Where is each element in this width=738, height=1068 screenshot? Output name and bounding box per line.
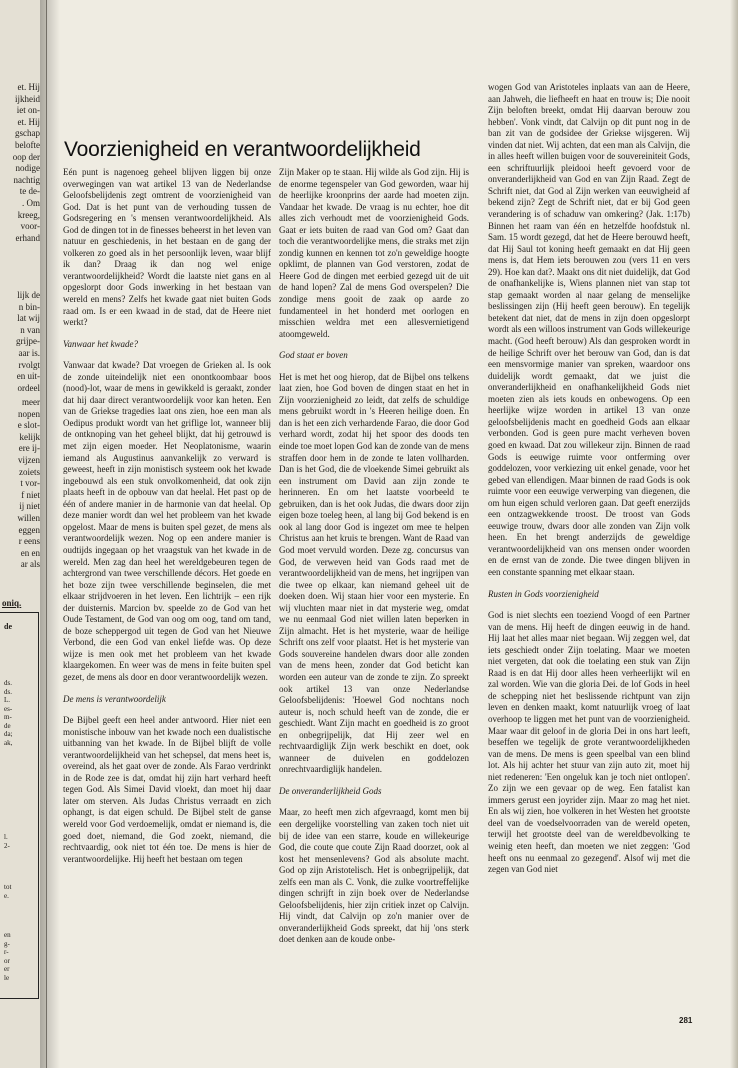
paragraph: Vanwaar dat kwade? Dat vroegen de Grieken al. Is ook de zonde uiteindelijk niet een onontkoombaar boos (nood)-lot, waar de mens in gewikkeld is geraakt, zonder dat hij daar direct verantwoordelijk voor kan heten. Een van de Griekse tragedies laat ons zien, hoe een man als Oedipus produkt wordt van het griflige lot, wanneer blij de ontknoping van het geheel blijkt, dat hij getrouwd is met zijn eigen moeder. Het Neoplatonisme, waarin iemand als Augustinus aanvankelijk zo verward is geweest, heeft in zijn monistisch systeem ook het kwade ingebouwd als een stuk onvolkomenheid, dat ook zijn plaats heeft in de opbouw van dat heelal. Het past op de één of andere manier in de harmonie van dat heelal. Op deze manier wordt dan wel het probleem van het kwade opgelost. Maar de mens is buiten spel gezet, de mens als verantwoordelijk wezen. Nog op een andere manier is oudtijds ingegaan op het vraagstuk van het kwade in de wereld. Men zag dan heel het wereldgebeuren tegen de achtergrond van twee verschillende décors. Het goede en het boze zijn twee verschillende beginselen, die met elkaar strijdvoeren in het leven. Een lichtrijk – een rijk der duisternis. Marcion bv. speelde zo de God van het Oude Testament, de God van oog om oog, tand om tand, de boze scheppergod uit tegen de God van het Nieuwe Verbond, die een God van enkel liefde was. Op deze wijze is men ook met het probleem van het kwade klaargekomen. En weer was de mens in feite buiten spel gezet, de mens als door en door verantwoordelijk wezen. bbox=[63, 360, 271, 682]
paragraph: God is niet slechts een toeziend Voogd of een Partner van de mens. Hij heeft de dingen eeuwig in de hand. Hij laat het alles maar niet begaan. Wij zeggen wel, dat iets geschiedt onder Zijn toelating. Maar we moeten niet vergeten, dat ook die toelating een stuk van Zijn Raad is en dat Hij door alles heen verheerlijkt wil en zal worden. Wie van die gloria Dei. de lof Gods in heel de schepping niet het beslissende richtpunt van zijn leven en denken maakt, komt natuurlijk vroeg of laat overhoop te liggen met het punt van de voorzienigheid. Maar waar dit geloof in de gloria Dei in ons hart leeft, beseffen we tegelijk de grote verantwoordelijkheden van de mens. De mens is geen speelbal van een blind lot. Als hij achter het stuur van zijn auto zit, moet hij niet redeneren: 'Een ongeluk kan je toch niet ontlopen'. Zo zijn we een gevaar op de weg. Een fatalist kan immers gerust een joyrider zijn. Maar zo mag het niet. En als wij zien, hoe volkeren in het Westen het grootste deel van de voedselvoorraden van de wereld opeten, terwijl het grootste deel van de wereldbevolking te weinig eten heeft, dan moeten we niet zeggen: 'God heeft ons nu eenmaal zo gezegend'. Alsof wij met die zegen van God niet bbox=[488, 610, 690, 875]
spine-text-top: et. Hij ijkheid iet on- et. Hij gschap belofte oop der nodige nachtig te de- . Om kreeg, voor- erhand bbox=[12, 82, 40, 243]
spine-box-label: de bbox=[4, 622, 12, 631]
paragraph: Het is met het oog hierop, dat de Bijbel ons telkens laat zien, hoe God boven de dingen staat en het in Zijn voorzienigheid zo leidt, dat zelfs de schuldige mens gebruikt wordt in 's Heeren heilige doen. En dan is het een zich verhardende Farao, die door God verhard wordt, zodat hij het spoor des doods ten einde toe moet lopen God kan de zonde van de mens straffen door hem in de zonde te laten vollharden. Dan is het God, die de vloekende Simei gebruikt als een instrument om David aan zijn zonde te herinneren. En om het laatste voorbeeld te gebruiken, dan is het ook Judas, die dwars door zijn eigen boze toeleg heen, al lang bij God bekend is en ook al lang door God is ingezet om mee te helpen Christus aan het kruis te brengen. Want de Raad van God moet vervuld worden. Deze zg. concursus van God, de verweven heid van Gods raad met de verantwoordelijkheid van de mens, het ingrijpen van die twee op elkaar, kan niemand geheel uit de doeken doen. Wij staan hier voor een mysterie. En wij vluchten maar niet in dat mysterie weg, omdat we nu eenmaal God niet willen laten beperken in Zijn almacht. Het is het mysterie, waar de heilige Schrift ons zelf voor plaatst. Het is het mysterie van Gods souvereine handelen dwars door alle zonden van de mens heen, zonder dat God beticht kan worden een auteur van de zonde te zijn. Zo spreekt ook artikel 13 van onze Nederlandse Geloofsbelijdenis: 'Hoewel God nochtans noch auteur is, noch schuld heeft van de zonde, die er geschiedt. Want Zijn macht en goedheid is zo groot en onbegrijpelijk, dat Hij zeer wel en rechtvaardiglijk Zijn werk beschikt en doet, ook wanneer de duivelen en goddelozen onrechtvaardiglijk handelen. bbox=[279, 371, 469, 775]
paragraph: Zijn Maker op te staan. Hij wilde als God zijn. Hij is de enorme tegenspeler van God geworden, waar hij de heerlijke kroonprins der aarde had moeten zijn. Vandaar het kwade. De vraag is nu echter, hoe dit alles zich verhoudt met de voorzienigheid Gods. Gaat er iets buiten de raad van God om? Gaat dan toch die verantwoordelijke mens, die straks met zijn zondig kunnen en kennen tot zo'n geweldige hoogte opklimt, de plannen van God verstoren, zodat de Heere God de dingen met eerbied gezegd uit de uit de hand lopen? Zal de mens God overspelen? Die zondige mens gooit de zaak op aarde zo fundamenteel in het honderd met oorlogen en misschien weldra met een allesvernietigend atoomgeweld. bbox=[279, 167, 469, 339]
section-heading: De onveranderlijkheid Gods bbox=[279, 785, 382, 796]
spine-text-mid: lijk de n bin- lat wij n van grijpe- aar is. rvolgt en uit- ordeel bbox=[16, 290, 40, 393]
page-number: 281 bbox=[679, 1016, 693, 1025]
spine-box-lines: ds. ds. L. es- m- de da; ak, bbox=[4, 679, 13, 747]
spine-sidebar-box bbox=[0, 612, 39, 999]
paragraph: wogen God van Aristoteles inplaats van aan de Heere, aan Jahweh, die liefheeft en haat en trouw is; Die nooit Zijn beloften breekt, omdat Hij daarvan berouw zou hebben'. Vonk vindt, dat Calvijn op dit punt nog in de ban zit van de godsidee der Griekse wijsgeren. Wij vinden dat niet. Wij achten, dat een man als Calvijn, die in alles heeft willen buigen voor de souvereiniteit Gods, een schriftuurlijk pleidooi heeft gevoerd voor de onveranderlijkheid van God en van Zijn Raad. Zegt de Schrift niet, dat God al Zijn werken van eeuwigheid af bekend zijn? Zegt de Schrift niet, dat er bij God geen verandering is of schaduw van omkering? (Jak. 1:17b) Binnen het raam van één en hetzelfde hoofdstuk nl. Sam. 15 wordt gezegd, dat het de Heere berouwd heeft, dat Hij Saul tot koning heeft gemaakt en dat Hij geen mens is, dat Hem iets berouwen zou (vers 11 en vers 29). Hoe kan dat?. Maakt ons dit niet duidelijk, dat God de onafhankelijke is, Wiens plannen niet van stap tot stap gemaakt worden al naar gelang de menselijke beslissingen zijn (Hij heeft geen berouw). En tegelijk betekent dat niet, dat de mens in zijn doen opgeslorpt wordt als een willoos instrument van Gods willekeurige macht. (God heeft berouw) Als dan gesproken wordt in de heilige Schrift over het berouw van God, dan is dat een mensvormige manier van spreken, waardoor ons duidelijk wordt gemaakt, dat we juist die onveranderlijkheid en onafhankelijkheid Gods niet moeten zien als iets kouds en onbewogens. Op een heerlijke wijze worden in artikel 13 van onze geloofsbelijdenis macht en goedheid Gods aan elkaar verbonden. God is geen pure macht verheven boven goed en kwaad. Dat zou willekeur zijn. Binnen de raad Gods is eeuwige ruimte voor ontferming over goddelozen, voor verkiezing uit enkel genade, voor het gebed van ellendigen. Maar binnen de raad Gods is ook ruimte voor een eeuwige verwerping van diegenen, die om hun eigen schuld verloren gaan. Dat geeft enerzijds een ontzagwekkende troost. De troost van Gods eeuwige trouw, dwars door alle zonden van Zijn volk heen. En het brengt anderzijds de geweldige verantwoordelijkheid van ons mensen onder woorden en de ernst van de zonde. Die twee dingen blijven in een constante spanning met elkaar staan. bbox=[488, 82, 690, 577]
spine-box-lines-3: tot e. bbox=[4, 883, 12, 900]
column-1 bbox=[63, 167, 271, 865]
section-heading: Vanwaar het kwade? bbox=[63, 338, 138, 349]
column-3 bbox=[488, 82, 690, 876]
spine-box-lines-4: en g- r- or er le bbox=[4, 931, 11, 982]
paragraph: De Bijbel geeft een heel ander antwoord. Hier niet een monistische inbouw van het kwade noch een dualistische uitbanning van het kwade. In de Bijbel blijft de volle verantwoordelijkheid van het schepsel, dat mens heet is, overeind, als het gaat over de zonde. Als Farao verdrinkt in de Rode zee is dat, omdat hij zijn hart verhard heeft tegen God. Als Simei David vloekt, dan moet hij daar later om sterven. Als Judas Christus verraadt en zich ophangt, is dat eigen schuld. De Bijbel stelt de ganse wereld voor God verdoemelijk, omdat er niemand is, die goed doet, niemand, die God zoekt, niemand, die rechtvaardig, ook niet tot één toe. De mens is hier de verantwoordelijke. Hij heeft het bestaan om tegen bbox=[63, 715, 271, 864]
spine-box-title: oniq. bbox=[2, 598, 22, 608]
section-heading: Rusten in Gods voorzienigheid bbox=[488, 588, 599, 599]
spine-box-lines-2: l. 2- bbox=[4, 833, 10, 850]
binding-shadow bbox=[40, 0, 60, 1068]
paragraph: Maar, zo heeft men zich afgevraagd, komt men bij een dergelijke voorstelling van zaken toch niet uit bij de idee van een starre, koude en willekeurige God, die coute que coute Zijn Raad doorzet, ook al kost het mensenlevens? God als absolute macht. God op zijn Aristotelisch. Het is onbegrijpelijk, dat zelfs een man als C. Vonk, die zulke voortreffelijke dingen schrijft in zijn boek over de Nederlandse Geloofsbelijdenis, hier zijn critiek inzet op Calvijn. Hij vindt, dat Calvijn op zo'n manier over de onveranderlijkheid Gods spreekt, dat hij 'ons sterk doet denken aan de koude onbe- bbox=[279, 807, 469, 945]
article-title: Voorzienigheid en verantwoordelijkheid bbox=[64, 138, 421, 161]
column-2 bbox=[279, 167, 469, 946]
paragraph: Eén punt is nagenoeg geheel blijven liggen bij onze overwegingen van wat artikel 13 van de Nederlandse Geloofsbelijdenis zegt omtrent de voorzienigheid van God. Dat is het punt van de verhouding tussen de Godsregering en 's mensen verantwoordelijkheid. Als God de dingen tot in de finesses beheerst in het leven van natuur en geschiedenis, in het bestaan en de gang der volkeren zo goed als in het persoonlijk leven, waar blijf ik dan? Draag ik dan nog wel enige verantwoordelijkheid? Wordt die laatste niet gans en al opgeslorpt door Gods inwerking in het bestaan van wereld en mens? Zelfs het kwade gaat niet buiten Gods raad om. Is er een kwaad in de stad, dat de Heere niet werkt? bbox=[63, 167, 271, 328]
section-heading: God staat er boven bbox=[279, 350, 348, 361]
spine-text-low: meer nopen e slot- kelijk ere ij- vijzen zoiets t vor- f niet ij niet willen eggen r eens en en ar als bbox=[17, 397, 40, 570]
page-edge bbox=[730, 0, 738, 1068]
section-heading: De mens is verantwoordelijk bbox=[63, 693, 166, 704]
